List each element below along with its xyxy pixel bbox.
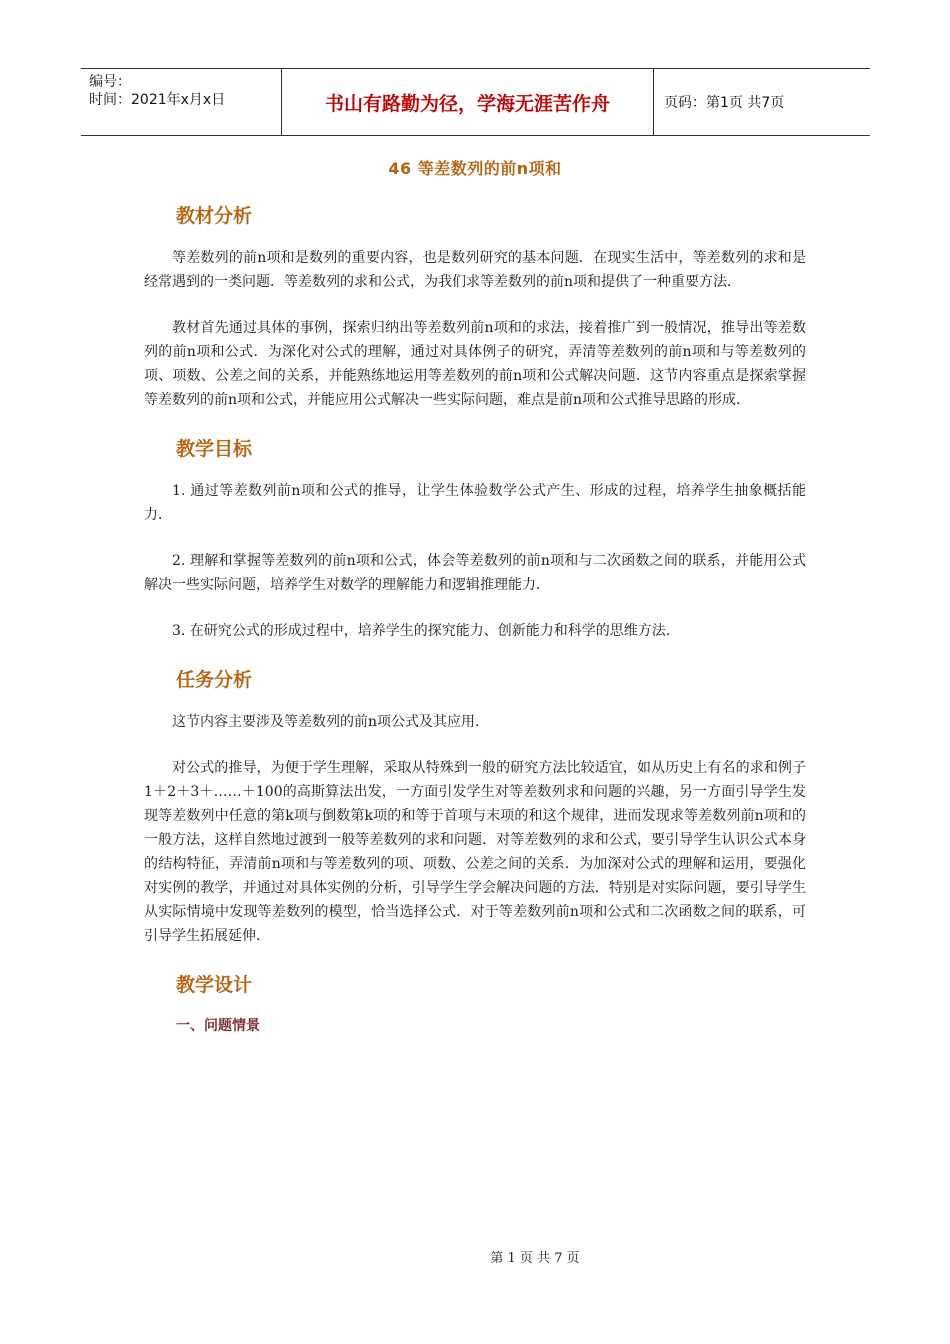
paragraph: 对公式的推导，为便于学生理解，采取从特殊到一般的研究方法比较适宜，如从历史上有名的求和例子1＋2＋3＋……＋100的高斯算法出发，一方面引发学生对等差数列求和问题的兴趣，另一方面引导学生发现等差数列中任意的第k项与倒数第k项的和等于首项与末项的和这个规律，进而发现求等差数列前n项和的一般方法，这样自然地过渡到一般等差数列的求和问题．对等差数列的求和公式，要引导学生认识公式本身的结构特征，弄清前n项和与等差数列的项、项数、公差之间的关系．为加深对公式的理解和运用，要强化对实例的教学，并通过对具体实例的分析，引导学生学会解决问题的方法．特别是对实际问题，要引导学生从实际情境中发现等差数列的模型，恰当选择公式．对于等差数列前n项和公式和二次函数之间的联系，可引导学生拓展延伸． — [144, 760, 806, 944]
subheading-problem-scenario: 一、问题情景 — [176, 1018, 260, 1034]
document-body — [144, 156, 806, 1035]
page-header — [81, 68, 870, 136]
page-footer: 第 1 页 共 7 页 — [490, 1251, 580, 1266]
section-heading-textbook-analysis: 教材分析 — [176, 205, 253, 227]
document-title: 46 等差数列的前n项和 — [388, 159, 562, 178]
header-meta — [81, 69, 282, 135]
section-heading-teaching-objectives: 教学目标 — [176, 438, 253, 460]
section-heading-teaching-design: 教学设计 — [176, 974, 253, 996]
paragraph: 教材首先通过具体的事例，探索归纳出等差数列前n项和的求法，接着推广到一般情况，推导出等差数列的前n项和公式．为深化对公式的理解，通过对具体例子的研究，弄清等差数列的前n项和与等差数列的项、项数、公差之间的关系，并能熟练地运用等差数列的前n项和公式解决问题．这节内容重点是探索掌握等差数列的前n项和公式，并能应用公式解决一些实际问题，难点是前n项和公式推导思路的形成． — [144, 320, 806, 408]
header-motto: 书山有路勤为径，学海无涯苦作舟 — [282, 69, 654, 135]
section-heading-task-analysis: 任务分析 — [176, 669, 253, 691]
paragraph: 3. 在研究公式的形成过程中，培养学生的探究能力、创新能力和科学的思维方法． — [172, 623, 680, 639]
paragraph: 1. 通过等差数列前n项和公式的推导，让学生体验数学公式产生、形成的过程，培养学生抽象概括能力． — [144, 483, 806, 523]
time-label: 时间：2021年x月x日 — [89, 92, 226, 108]
number-label: 编号： — [89, 74, 131, 90]
paragraph: 2. 理解和掌握等差数列的前n项和公式，体会等差数列的前n项和与二次函数之间的联系，并能用公式解决一些实际问题，培养学生对数学的理解能力和逻辑推理能力． — [144, 553, 806, 593]
header-page-number: 页码：第1页 共7页 — [664, 95, 785, 111]
paragraph: 这节内容主要涉及等差数列的前n项公式及其应用． — [172, 714, 490, 730]
paragraph: 等差数列的前n项和是数列的重要内容，也是数列研究的基本问题．在现实生活中，等差数列的求和是经常遇到的一类问题．等差数列的求和公式，为我们求等差数列的前n项和提供了一种重要方法． — [144, 250, 806, 290]
